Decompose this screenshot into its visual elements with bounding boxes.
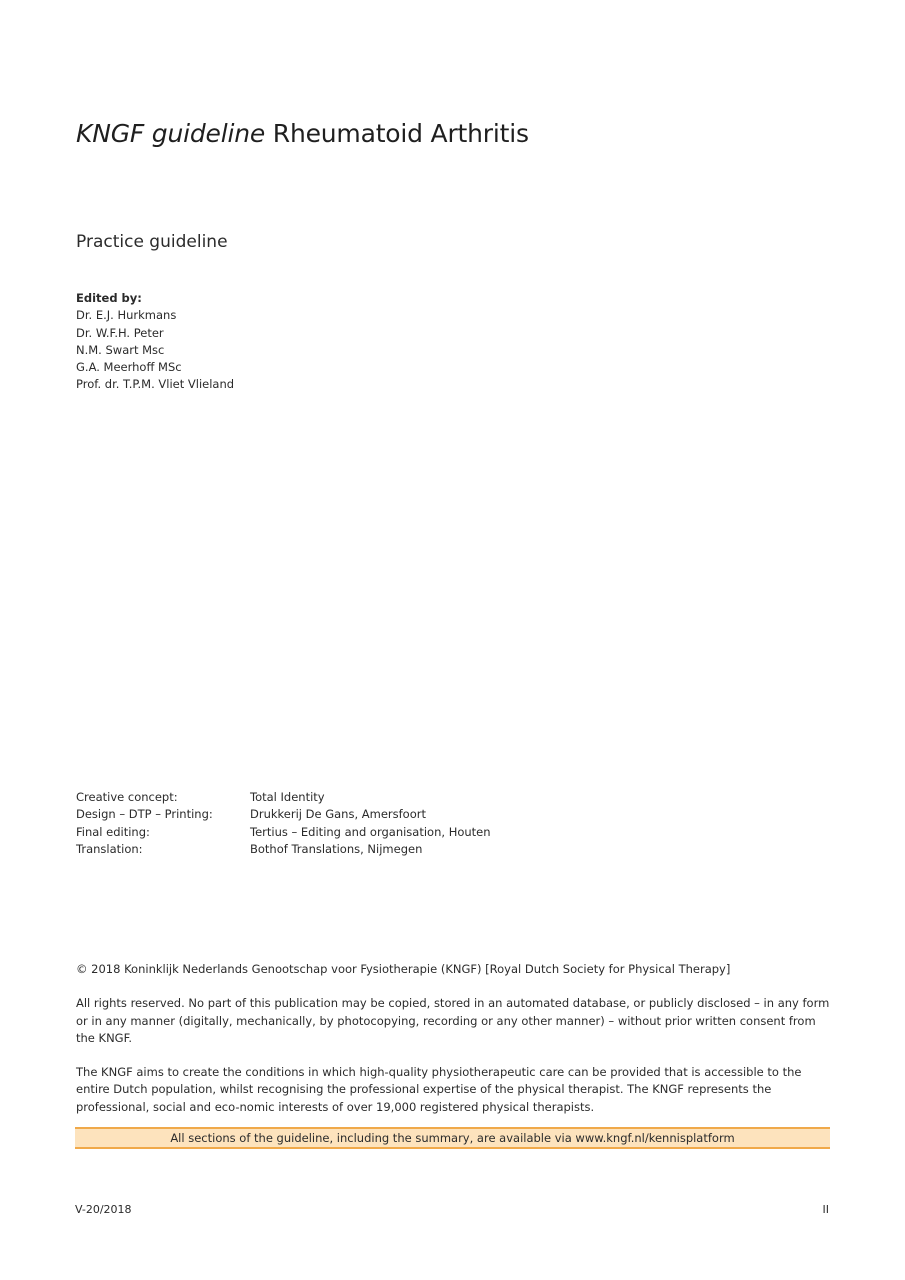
copyright-notice: © 2018 Koninklijk Nederlands Genootschap voor Fysiotherapie (KNGF) [Royal Dutch Society for Physical Therapy] [76, 962, 731, 976]
editor-name: N.M. Swart Msc [76, 342, 165, 357]
credit-key: Final editing: [76, 824, 150, 839]
kngf-aims-paragraph: The KNGF aims to create the conditions in which high-quality physiotherapeutic care can be provided that is accessible to the entire Dutch population, whilst recognising the professional expertise of the physical therapist. The KNGF represents the professional, social and eco-nomic interests of over 19,000 registered physical therapists. [76, 1065, 802, 1114]
editors-block [76, 290, 234, 394]
version-label: V-20/2018 [75, 1203, 132, 1216]
credit-key: Design – DTP – Printing: [76, 807, 213, 822]
availability-banner: All sections of the guideline, including the summary, are available via www.kngf.nl/kennisplatform [75, 1127, 830, 1149]
credit-value: Bothof Translations, Nijmegen [250, 841, 423, 856]
credit-value: Total Identity [250, 790, 325, 804]
editors-label: Edited by: [76, 291, 142, 305]
legal-block [76, 961, 836, 1133]
credit-row [76, 806, 491, 823]
editor-name: G.A. Meerhoff MSc [76, 360, 182, 375]
credit-value: Tertius – Editing and organisation, Houten [250, 824, 491, 839]
title-regular-part: Rheumatoid Arthritis [265, 119, 529, 148]
editor-name: Dr. E.J. Hurkmans [76, 308, 177, 323]
credit-key: Translation: [76, 841, 143, 856]
page-title [76, 119, 529, 148]
credit-row [76, 841, 491, 858]
credits-block [76, 789, 491, 858]
page-subtitle: Practice guideline [76, 232, 228, 252]
credit-row [76, 824, 491, 841]
rights-notice: All rights reserved. No part of this publication may be copied, stored in an automated database, or publicly disclosed – in any form or in any manner (digitally, mechanically, by photocopying, recording or any other manner) – without prior written consent from the KNGF. [76, 996, 830, 1045]
credit-row [76, 789, 491, 806]
editor-name: Dr. W.F.H. Peter [76, 325, 164, 340]
credit-value: Drukkerij De Gans, Amersfoort [250, 807, 426, 822]
title-italic-part: KNGF guideline [76, 119, 266, 148]
editor-name: Prof. dr. T.P.M. Vliet Vlieland [76, 377, 235, 392]
credit-key: Creative concept: [76, 790, 178, 804]
page-number: II [822, 1203, 829, 1216]
